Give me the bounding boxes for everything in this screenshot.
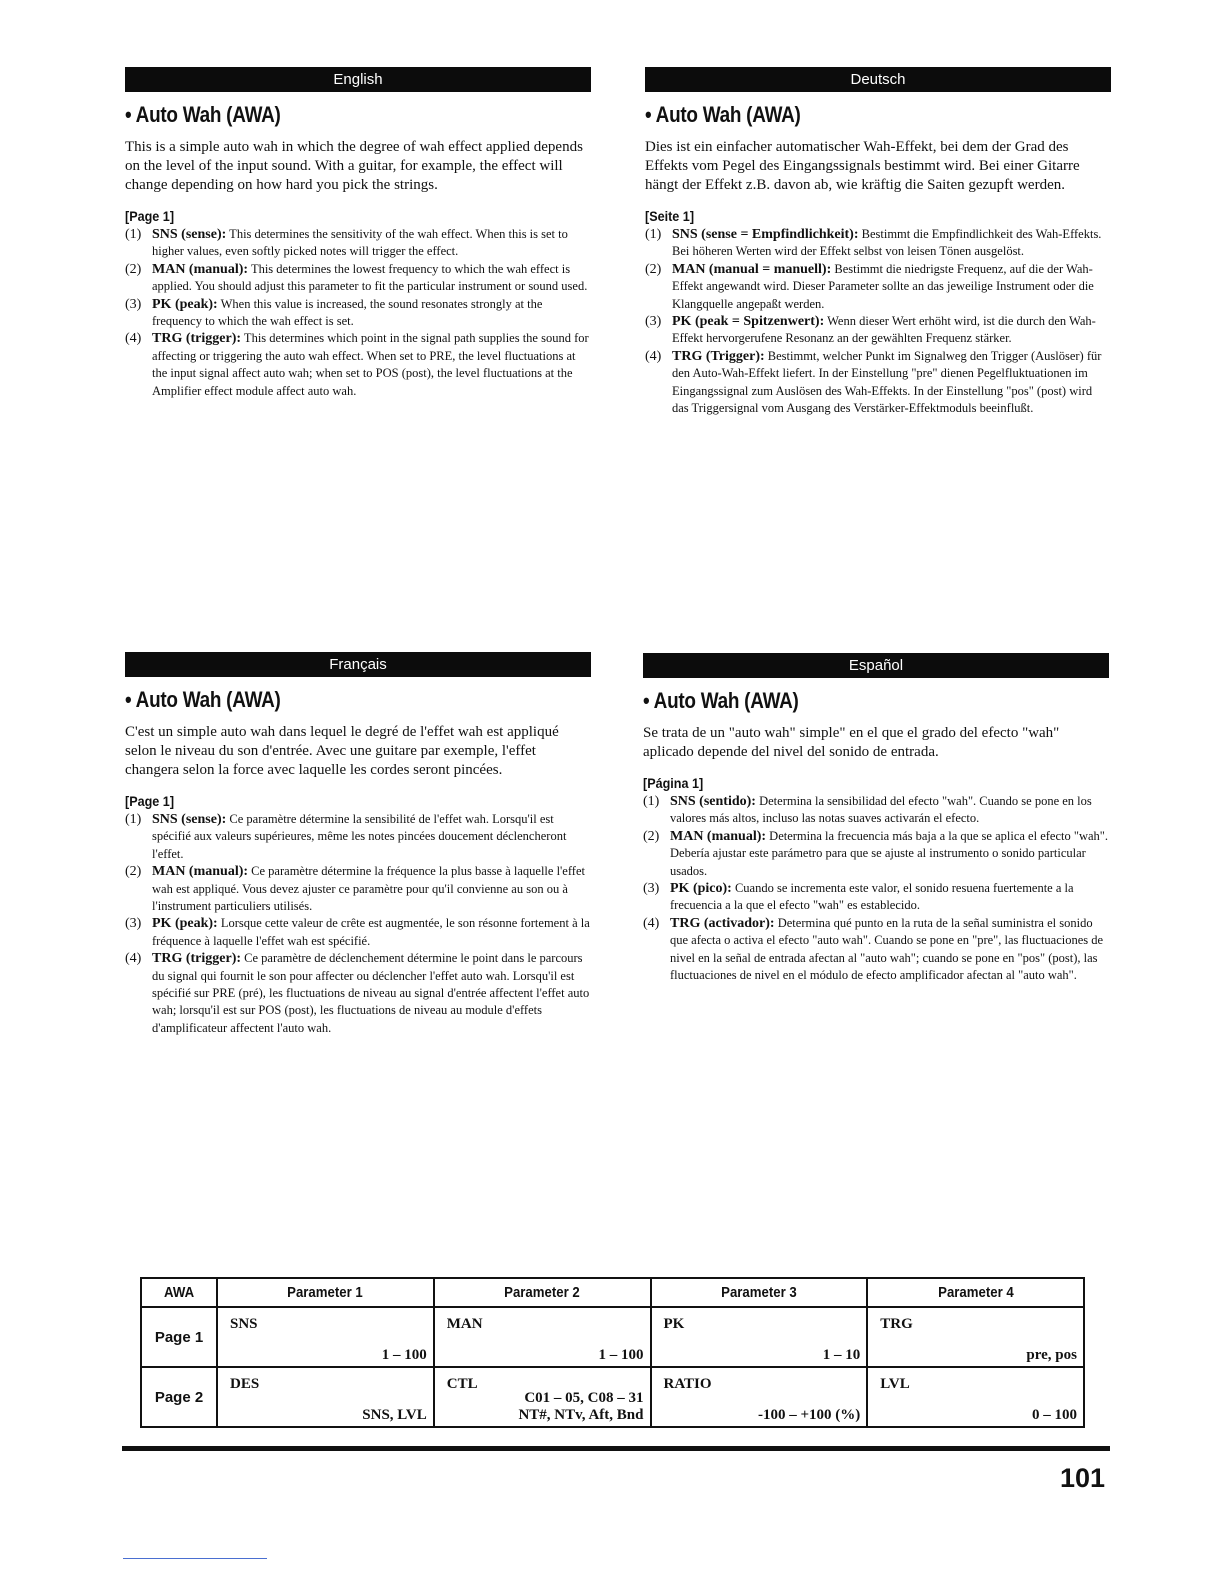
table-cell: DES SNS, LVL (217, 1367, 434, 1427)
table-header-row (141, 1278, 1084, 1307)
page-label: [Seite 1] (645, 208, 695, 224)
page-label: [Page 1] (125, 208, 175, 224)
section-title: • Auto Wah (AWA) (643, 688, 799, 713)
table-cell: LVL 0 – 100 (867, 1367, 1084, 1427)
table-cell: CTL C01 – 05, C08 – 31 NT#, NTv, Aft, Bnd (434, 1367, 651, 1427)
language-bar-deutsch: Deutsch (645, 67, 1111, 92)
table-row (141, 1307, 1084, 1367)
footer-rule (122, 1446, 1110, 1451)
language-bar-francais: Français (125, 652, 591, 677)
footer-divider (123, 1558, 267, 1559)
table-cell: MAN 1 – 100 (434, 1307, 651, 1367)
parameter-item-sns: (1) SNS (sense): This determines the sensitivity of the wah effect. When this is set to higher values, even softly picked notes will trigger the effect. (125, 227, 568, 259)
parameter-item-sns: (1) SNS (sentido): Determina la sensibilidad del efecto "wah". Cuando se pone en los valores más altos, incluso las notas suaves activarán el efecto. (643, 794, 1092, 826)
table-header-cell: Parameter 3 (651, 1278, 868, 1307)
table-row-label: Page 1 (141, 1307, 217, 1367)
section-title: • Auto Wah (AWA) (645, 102, 801, 127)
parameter-item-pk: (3) PK (pico): Cuando se incrementa este valor, el sonido resuena fuertemente a la frecuencia a la que el efecto "wah" es establecido. (643, 881, 1074, 913)
table-cell: PK 1 – 10 (651, 1307, 868, 1367)
table-header-cell: Parameter 1 (217, 1278, 434, 1307)
parameter-item-man: (2) MAN (manual): This determines the lowest frequency to which the wah effect is applied. You should adjust this parameter to fit the particular instrument or sound used. (125, 261, 588, 294)
parameter-table (140, 1277, 1085, 1428)
table-cell: SNS 1 – 100 (217, 1307, 434, 1367)
parameter-item-man: (2) MAN (manual): Ce paramètre détermine la fréquence la plus basse à laquelle l'effet wah est appliqué. Vous devez ajuster ce paramètre pour qu'il convienne au son ou à l'instrument particuliers utilisés. (125, 864, 585, 914)
page-label: [Página 1] (643, 775, 704, 791)
table-row-label: Page 2 (141, 1367, 217, 1427)
parameter-item-trg: (4) TRG (trigger): Ce paramètre de déclenchement détermine le point dans le parcours du signal qui fournit le son pour affecter ou déclencher l'effet auto wah. Lorsqu'il est spécifié sur PRE (pré), les fluctuations de niveau au signal d'entrée affectent l'effet auto wah; lorsqu'il est sur POS (post), les fluctuations de niveau au module d'effets d'amplificateur affectent l'auto wah. (125, 951, 590, 1035)
intro-paragraph: This is a simple auto wah in which the degree of wah effect applied depends on the level of the input sound. With a guitar, for example, the effect will change depending on how hard you pick the strings. (125, 139, 583, 193)
parameter-item-man: (2) MAN (manual): Determina la frecuencia más baja a la que se aplica el efecto "wah". Debería ajustar este parámetro para que se ajuste al instrumento o sonido particular usados. (643, 828, 1109, 878)
section-deutsch (645, 67, 1111, 417)
parameter-list (125, 811, 591, 1037)
parameter-list (645, 226, 1111, 417)
page-label: [Page 1] (125, 793, 175, 809)
table-cell: TRG pre, pos (867, 1307, 1084, 1367)
language-bar-espanol: Español (643, 653, 1109, 678)
language-bar-english: English (125, 67, 591, 92)
parameter-item-sns: (1) SNS (sense): Ce paramètre détermine la sensibilité de l'effet wah. Lorsqu'il est spécifié aux valeurs supérieures, même les notes pincées doucement déclencheront l'effet. (125, 812, 567, 861)
table-header-cell: Parameter 2 (434, 1278, 651, 1307)
table-header-cell: Parameter 4 (867, 1278, 1084, 1307)
section-espanol (643, 653, 1109, 984)
parameter-list (643, 793, 1109, 984)
parameter-item-pk: (3) PK (peak): When this value is increased, the sound resonates strongly at the frequency to which the wah effect is set. (125, 296, 543, 329)
section-title: • Auto Wah (AWA) (125, 687, 281, 712)
intro-paragraph: Se trata de un "auto wah" simple" en el que el grado del efecto "wah" aplicado depende del nivel del sonido de entrada. (643, 725, 1060, 760)
table-corner-cell: AWA (141, 1278, 217, 1307)
table-row (141, 1367, 1084, 1427)
parameter-item-trg: (4) TRG (activador): Determina qué punto en la ruta de la señal suministra el sonido que afecta o activa el efecto "auto wah". Cuando se pone en "pre", las fluctuaciones de nivel en la señal de entrada afectan al "auto wah"; cuando se pone en "pos" (post), las fluctuaciones de nivel en el módulo de efecto amplificador afectan al "auto wah". (643, 915, 1104, 983)
parameter-item-trg: (4) TRG (trigger): This determines which point in the signal path supplies the sound for affecting or triggering the auto wah effect. When set to PRE, the level fluctuations at the input signal affect auto wah; when set to POS (post), the level fluctuations at the Amplifier effect module affect auto wah. (125, 331, 589, 398)
parameter-item-sns: (1) SNS (sense = Empfindlichkeit): Bestimmt die Empfindlichkeit des Wah-Effekts. Bei höheren Werten wird der Effekt selbst von leisen Tönen ausgelöst. (645, 227, 1102, 259)
parameter-item-pk: (3) PK (peak): Lorsque cette valeur de crête est augmentée, le son résonne fortement à la fréquence à laquelle l'effet wah est spécifié. (125, 916, 590, 948)
intro-paragraph: Dies ist ein einfacher automatischer Wah-Effekt, bei dem der Grad des Effekts vom Pegel des Eingangssignals bestimmt wird. Bei einer Gitarre hängt der Effekt z.B. davon ab, wie kräftig die Saiten gezupft werden. (645, 139, 1080, 193)
parameter-item-trg: (4) TRG (Trigger): Bestimmt, welcher Punkt im Signalweg den Trigger (Auslöser) für den Auto-Wah-Effekt liefert. In der Einstellung "pre" dienen Pegelfluktuationen im Eingangssignal zum Auslösen des Wah-Effekts. In der Einstellung "pos" (post) wird das Triggersignal vom Ausgang des Verstärker-Effektmoduls beeinflußt. (645, 348, 1102, 416)
intro-paragraph: C'est un simple auto wah dans lequel le degré de l'effet wah est appliqué selon le niveau du son d'entrée. Avec une guitare par exemple, l'effet changera selon la force avec laquelle les cordes seront pincées. (125, 724, 559, 778)
section-francais (125, 652, 591, 1037)
parameter-item-man: (2) MAN (manual = manuell): Bestimmt die niedrigste Frequenz, auf die der Wah-Effekt angewandt wird. Dieser Parameter sollte an das jeweilige Instrument oder die Klangquelle angepaßt werden. (645, 261, 1094, 311)
page-number: 101 (1059, 1463, 1105, 1493)
parameter-list (125, 226, 591, 400)
section-title: • Auto Wah (AWA) (125, 102, 281, 127)
table-cell: RATIO -100 – +100 (%) (651, 1367, 868, 1427)
section-english (125, 67, 591, 400)
parameter-item-pk: (3) PK (peak = Spitzenwert): Wenn dieser Wert erhöht wird, ist die durch den Wah-Effekt hervorgerufene Resonanz an der gewählten Frequenz stärker. (645, 314, 1096, 346)
